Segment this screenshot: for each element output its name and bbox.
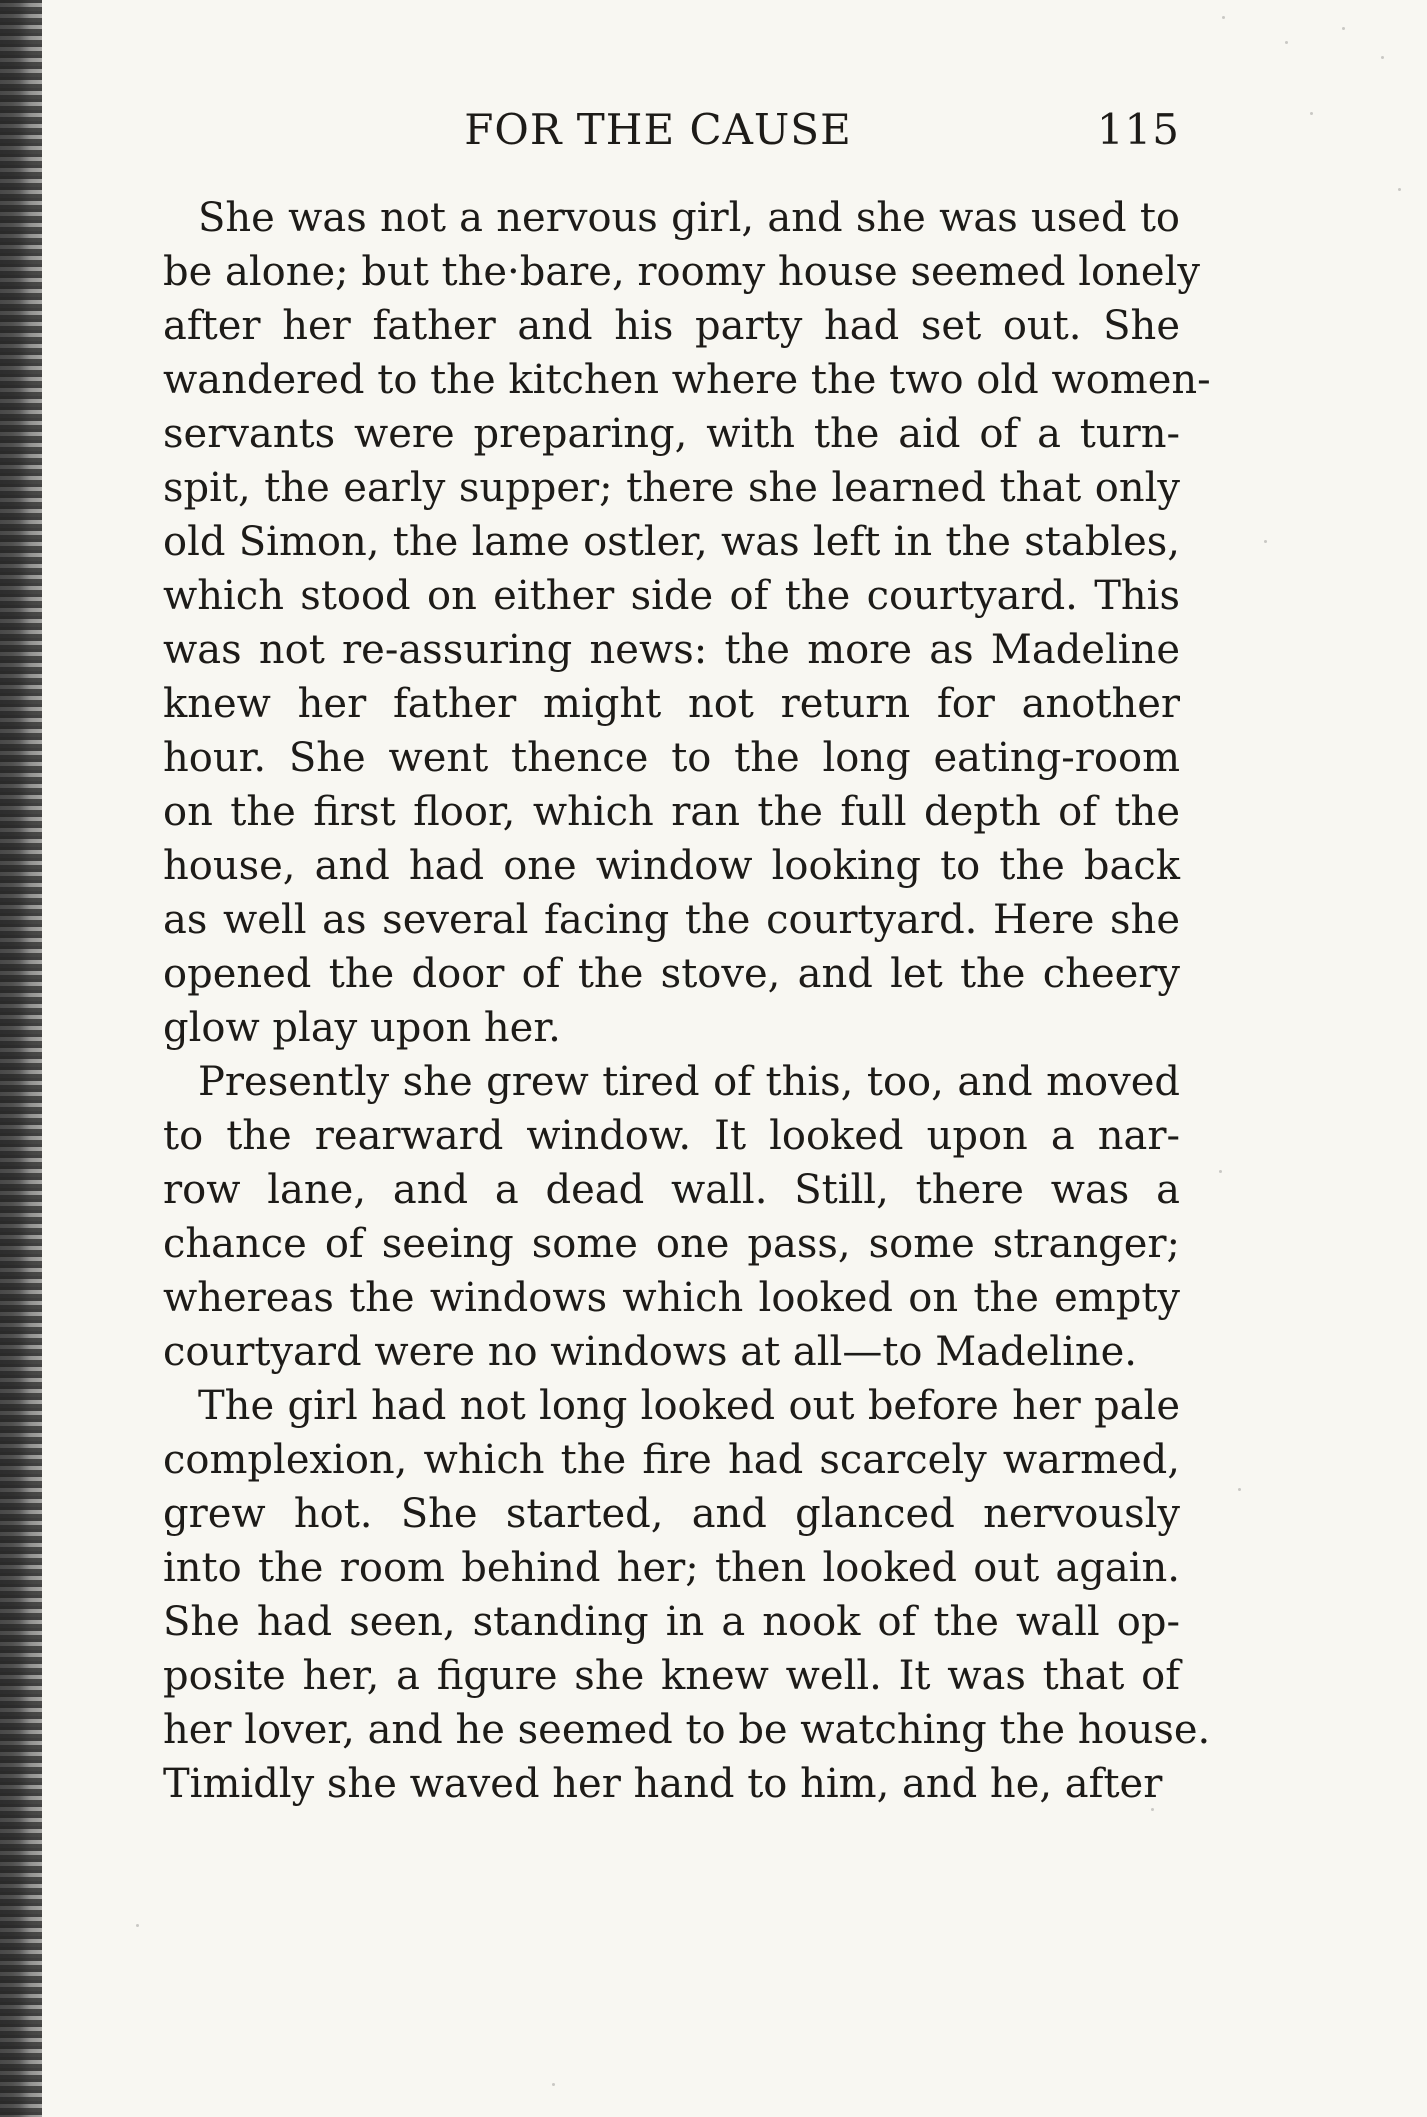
text-line: chance of seeing some one pass, some stranger; (163, 1221, 1180, 1267)
text-line: as well as several facing the courtyard. Here she (163, 897, 1180, 943)
running-head: FOR THE CAUSE (464, 105, 852, 154)
paragraph (163, 1055, 1180, 1379)
paper-speckle (1342, 27, 1345, 30)
book-binding-edge (0, 0, 42, 2117)
text-line: complexion, which the fire had scarcely warmed, (163, 1437, 1180, 1483)
text-line: old Simon, the lame ostler, was left in the stables, (163, 519, 1180, 565)
text-line: on the first floor, which ran the full depth of the (163, 789, 1180, 835)
text-line: She was not a nervous girl, and she was used to (198, 195, 1180, 241)
paper-speckle (1222, 16, 1225, 19)
text-line: wandered to the kitchen where the two old women- (163, 357, 1211, 403)
paragraph (163, 1379, 1211, 1811)
text-line: her lover, and he seemed to be watching the house. (163, 1707, 1211, 1753)
page-number: 115 (1096, 105, 1180, 154)
paper-speckle (1285, 41, 1288, 44)
text-line: house, and had one window looking to the back (163, 843, 1180, 889)
text-line: whereas the windows which looked on the empty (163, 1275, 1180, 1321)
text-line: The girl had not long looked out before her pale (198, 1383, 1180, 1429)
text-line: after her father and his party had set out. She (163, 303, 1180, 349)
paper-speckle (1310, 112, 1313, 115)
text-line: row lane, and a dead wall. Still, there was a (163, 1167, 1180, 1213)
paper-speckle (1238, 1488, 1241, 1491)
text-line: be alone; but the·bare, roomy house seemed lonely (163, 249, 1200, 295)
text-line: Presently she grew tired of this, too, and moved (198, 1059, 1180, 1105)
text-line: grew hot. She started, and glanced nervously (163, 1491, 1180, 1537)
paper-speckle (1381, 56, 1384, 59)
paper-speckle (1398, 188, 1401, 191)
text-line: spit, the early supper; there she learned that only (163, 465, 1180, 511)
text-line: into the room behind her; then looked out again. (163, 1545, 1180, 1591)
paragraph (163, 191, 1211, 1055)
text-line: knew her father might not return for another (163, 681, 1180, 727)
text-line: Timidly she waved her hand to him, and he, after (163, 1761, 1163, 1807)
paper-speckle (552, 2083, 555, 2086)
text-line: courtyard were no windows at all—to Madeline. (163, 1329, 1138, 1375)
text-line: She had seen, standing in a nook of the wall op- (163, 1599, 1180, 1645)
text-line: hour. She went thence to the long eating-room (163, 735, 1180, 781)
paper-speckle (1219, 1170, 1222, 1173)
text-line: glow play upon her. (163, 1005, 561, 1051)
paper-speckle (1264, 540, 1267, 543)
paper-speckle (136, 1924, 139, 1927)
text-line: opened the door of the stove, and let the cheery (163, 951, 1180, 997)
text-line: posite her, a figure she knew well. It was that of (163, 1653, 1180, 1699)
text-line: which stood on either side of the courtyard. This (163, 573, 1180, 619)
page-header (163, 104, 1180, 160)
text-line: was not re-assuring news: the more as Madeline (163, 627, 1180, 673)
body-text (163, 191, 1211, 1841)
text-line: servants were preparing, with the aid of a turn- (163, 411, 1180, 457)
text-line: to the rearward window. It looked upon a nar- (163, 1113, 1180, 1159)
